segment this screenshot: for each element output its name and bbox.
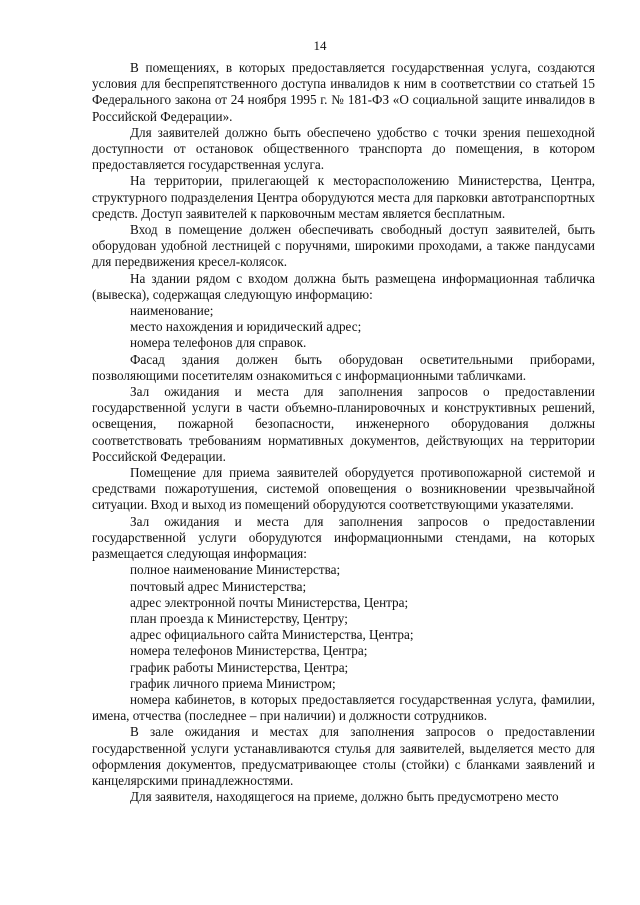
paragraph: Для заявителей должно быть обеспечено удобство с точки зрения пешеходной доступности от остановок общественного транспорта до помещения, в котором предоставляется государственная услуга. xyxy=(92,124,595,173)
paragraph: Для заявителя, находящегося на приеме, должно быть предусмотрено место xyxy=(130,789,559,805)
list-item: график работы Министерства, Центра; xyxy=(130,659,349,675)
paragraph: На территории, прилегающей к месторасположению Министерства, Центра, структурного подразделения Центра оборудуются места для парковки автотранспортных средств. Доступ заявителей к парковочным местам является бесплатным. xyxy=(92,173,595,221)
list-item: место нахождения и юридический адрес; xyxy=(130,319,362,335)
list-item: адрес электронной почты Министерства, Центра; xyxy=(130,594,409,610)
list-item: номера телефонов для справок. xyxy=(130,335,307,351)
list-item: план проезда к Министерству, Центру; xyxy=(130,610,348,626)
paragraph: Фасад здания должен быть оборудован осветительными приборами, позволяющими посетителям ознакомиться с информационными табличками. xyxy=(92,351,595,383)
paragraph: Вход в помещение должен обеспечивать свободный доступ заявителей, быть оборудован удобной лестницей с поручнями, широкими проходами, а также пандусами для передвижения кресел-колясок. xyxy=(92,222,595,270)
list-item: график личного приема Министром; xyxy=(130,675,336,691)
list-item: почтовый адрес Министерства; xyxy=(130,578,307,594)
list-item: адрес официального сайта Министерства, Центра; xyxy=(130,627,414,643)
list-item: номера телефонов Министерства, Центра; xyxy=(130,643,368,659)
document-body xyxy=(92,60,595,805)
paragraph: Зал ожидания и места для заполнения запросов о предоставлении государственной услуги оборудуются информационными стендами, на которых размещается следующая информация: xyxy=(92,513,595,562)
paragraph: Зал ожидания и места для заполнения запросов о предоставлении государственной услуги в части объемно-планировочных и конструктивных решений, освещения, пожарной безопасности, инженерного оборудования должны соответствовать требованиям нормативных документов, действующих на территории Российской Федерации. xyxy=(92,384,595,464)
paragraph: На здании рядом с входом должна быть размещена информационная табличка (вывеска), содержащая следующую информацию: xyxy=(92,270,595,302)
paragraph: номера кабинетов, в которых предоставляется государственная услуга, фамилии, имена, отчества (последнее – при наличии) и должности сотрудников. xyxy=(92,691,595,724)
page-number: 14 xyxy=(313,38,327,53)
list-item: наименование; xyxy=(130,303,214,319)
paragraph: В зале ожидания и местах для заполнения запросов о предоставлении государственной услуги устанавливаются стулья для заявителей, выделяется место для оформления документов, предусматривающее столы (стойки) с бланками заявлений и канцелярскими принадлежностями. xyxy=(92,724,595,788)
paragraph: Помещение для приема заявителей оборудуется противопожарной системой и средствами пожаротушения, системой оповещения о возникновении чрезвычайной ситуации. Вход и выход из помещений оборудуются соответствующими указателями. xyxy=(92,465,595,513)
list-item: полное наименование Министерства; xyxy=(130,562,341,578)
paragraph: В помещениях, в которых предоставляется государственная услуга, создаются условия для беспрепятственного доступа инвалидов к ним в соответствии со статьей 15 Федерального закона от 24 ноября 1995 г. № 181-ФЗ «О социальной защите инвалидов в Российской Федерации». xyxy=(92,60,595,124)
